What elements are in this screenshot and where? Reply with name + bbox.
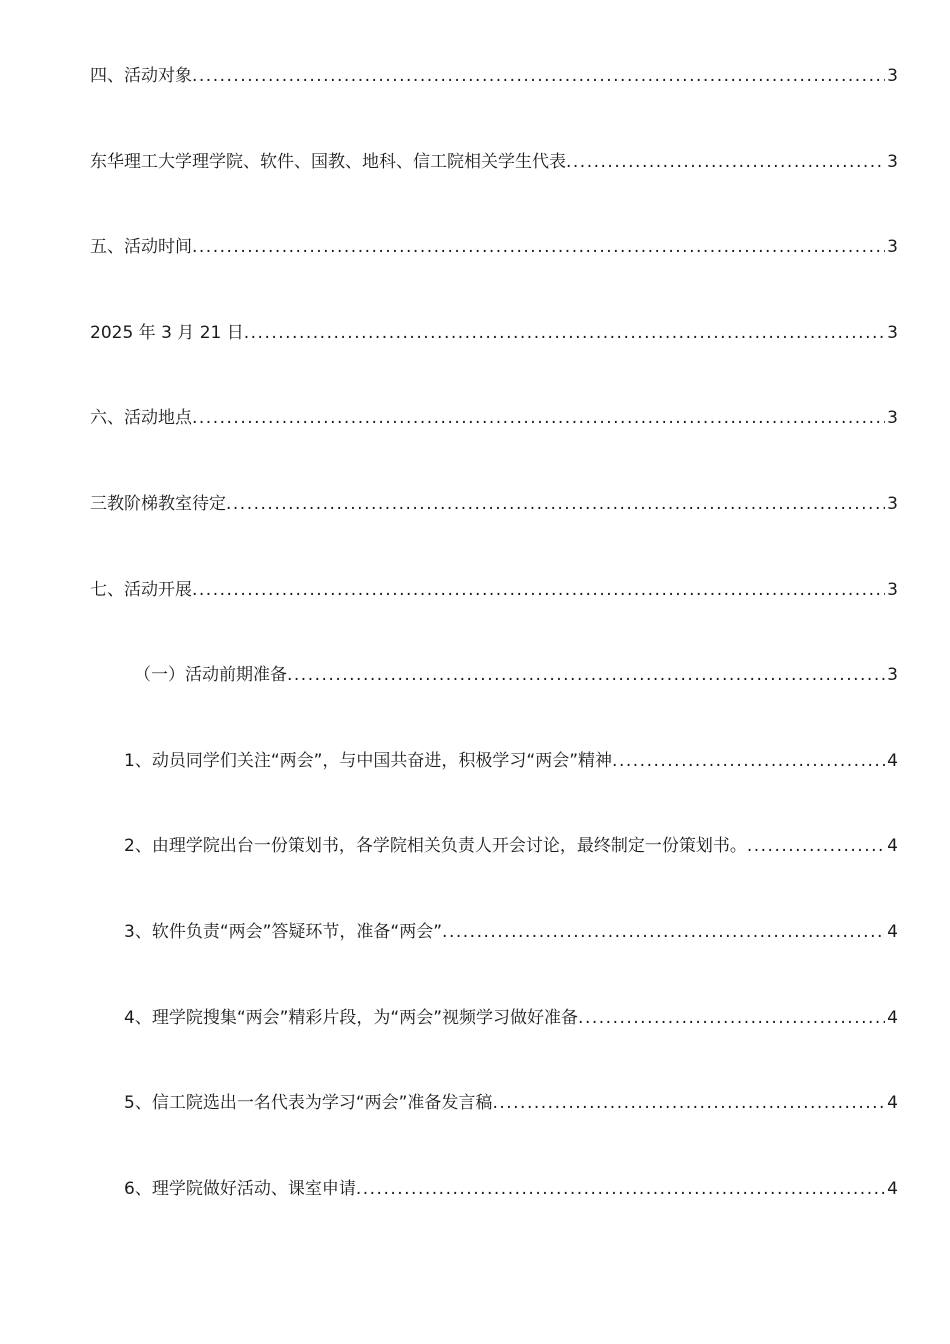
toc-entry-text: 4、理学院搜集“两会”精彩片段，为“两会”视频学习做好准备 <box>124 1007 579 1028</box>
toc-dot-leader <box>287 657 885 693</box>
toc-entry-text: 六、活动地点 <box>90 408 192 429</box>
toc-dot-leader <box>244 315 885 351</box>
toc-dot-leader <box>578 1000 885 1036</box>
toc-entry-text: 东华理工大学理学院、软件、国教、地科、信工院相关学生代表 <box>90 151 566 172</box>
toc-page-number: 3 <box>887 151 898 172</box>
toc-entry[interactable] <box>90 144 898 230</box>
toc-page-number: 3 <box>887 237 898 258</box>
toc-page-number: 4 <box>887 921 898 942</box>
toc-entry[interactable] <box>90 572 898 658</box>
toc-entry[interactable] <box>90 1171 898 1257</box>
toc-entry[interactable] <box>90 400 898 486</box>
toc-page-number: 3 <box>887 665 898 686</box>
toc-page-number: 3 <box>887 493 898 514</box>
toc-entry[interactable] <box>90 1085 898 1171</box>
toc-entry[interactable] <box>90 315 898 401</box>
toc-dot-leader <box>226 486 885 522</box>
toc-entry[interactable] <box>90 58 898 144</box>
toc-entry-text: 2025 年 3 月 21 日 <box>90 322 244 343</box>
toc-entry[interactable] <box>90 914 898 1000</box>
toc-page-number: 3 <box>887 322 898 343</box>
table-of-contents <box>90 58 898 1256</box>
toc-dot-leader <box>747 828 885 864</box>
toc-entry[interactable] <box>90 1000 898 1086</box>
toc-entry[interactable] <box>90 657 898 743</box>
toc-entry-text: 五、活动时间 <box>90 237 192 258</box>
toc-entry[interactable] <box>90 828 898 914</box>
toc-dot-leader <box>612 743 885 779</box>
toc-entry-text: 四、活动对象 <box>90 66 192 86</box>
toc-entry-text: （一）活动前期准备 <box>134 665 287 686</box>
toc-page-number: 4 <box>887 1093 898 1114</box>
toc-entry-text: 6、理学院做好活动、课室申请 <box>124 1178 356 1199</box>
toc-page-number: 4 <box>887 1178 898 1199</box>
toc-dot-leader <box>492 1085 885 1121</box>
toc-entry-text: 1、动员同学们关注“两会”，与中国共奋进，积极学习“两会”精神 <box>124 750 613 771</box>
toc-page-number: 3 <box>887 579 898 600</box>
toc-page-number: 4 <box>887 750 898 771</box>
toc-page-number: 4 <box>887 1007 898 1028</box>
toc-dot-leader <box>566 144 885 180</box>
toc-page-number: 3 <box>887 66 898 86</box>
toc-dot-leader <box>442 914 885 950</box>
toc-entry-text: 3、软件负责“两会”答疑环节，准备“两会” <box>124 921 443 942</box>
toc-page-number: 3 <box>887 408 898 429</box>
toc-entry-text: 2、由理学院出台一份策划书，各学院相关负责人开会讨论，最终制定一份策划书。 <box>124 836 747 857</box>
toc-dot-leader <box>192 229 885 265</box>
toc-entry-text: 七、活动开展 <box>90 579 192 600</box>
toc-entry[interactable] <box>90 229 898 315</box>
toc-page-number: 4 <box>887 836 898 857</box>
toc-entry[interactable] <box>90 486 898 572</box>
toc-dot-leader <box>192 572 885 608</box>
toc-entry[interactable] <box>90 743 898 829</box>
toc-entry-text: 三教阶梯教室待定 <box>90 493 226 514</box>
toc-dot-leader <box>192 400 885 436</box>
toc-dot-leader <box>192 58 885 94</box>
toc-entry-text: 5、信工院选出一名代表为学习“两会”准备发言稿 <box>124 1093 493 1114</box>
toc-dot-leader <box>356 1171 885 1207</box>
